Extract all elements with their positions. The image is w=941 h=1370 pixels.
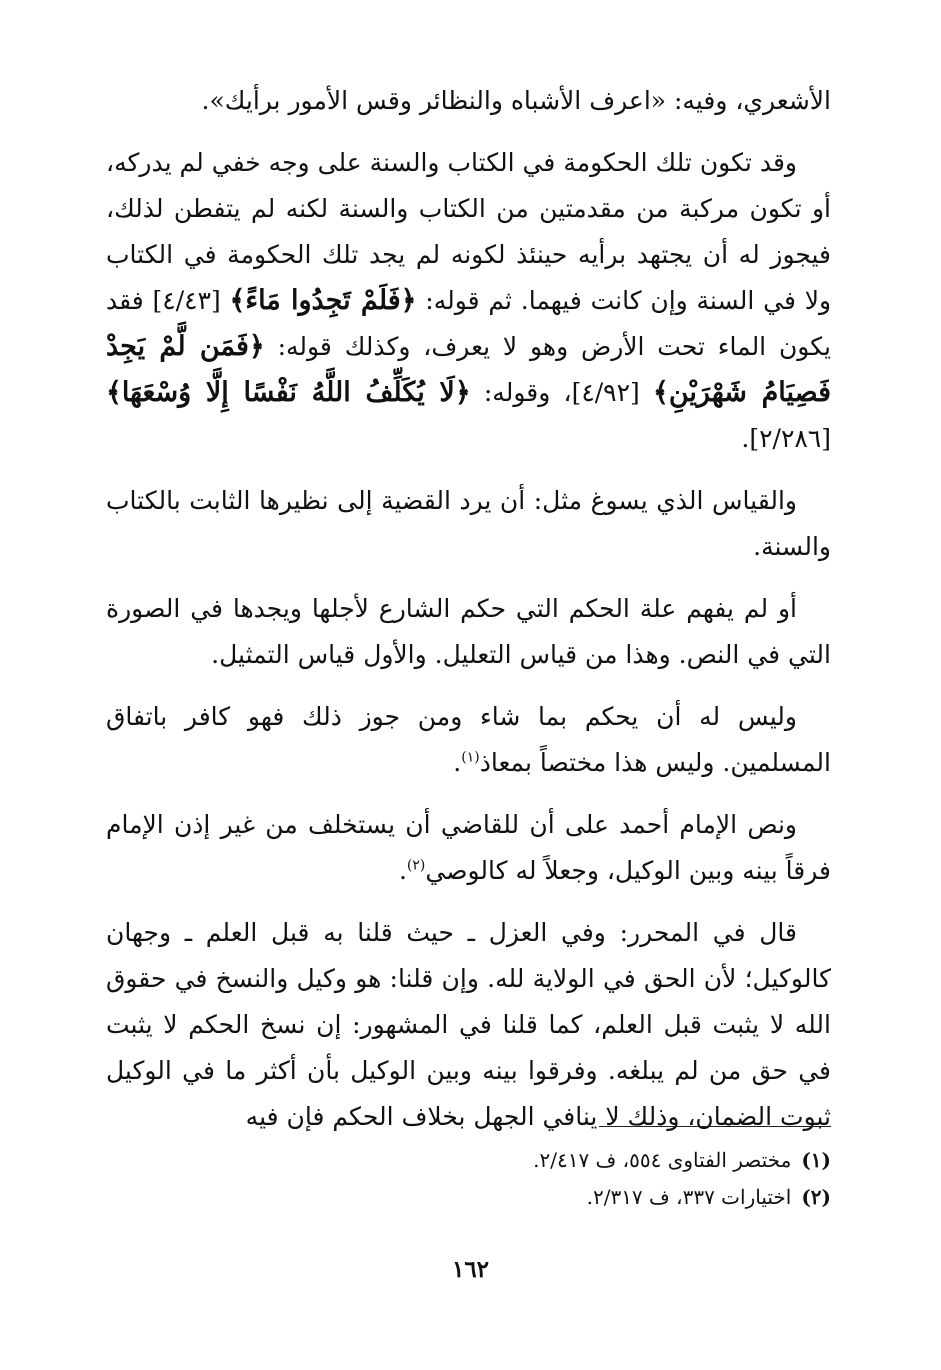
footnote-divider (599, 1126, 831, 1127)
quran-verse-2: ﴿فَمَن لَّمْ يَجِدْ فَصِيَامُ شَهْرَيْنِ﴾ (106, 331, 831, 408)
paragraph-4: أو لم يفهم علة الحكم التي حكم الشارع لأجلها ويجدها في الصورة التي في النص. وهذا من قياس التعليل. والأول قياس التمثيل. (106, 594, 831, 669)
paragraph-7: قال في المحرر: وفي العزل ـ حيث قلنا به قبل العلم ـ وجهان كالوكيل؛ لأن الحق في الولاية لله. وإن قلنا: هو وكيل والنسخ في حقوق الله لا يثبت قبل العلم، كما قلنا في المشهور: إن نسخ الحكم لا يثبت في حق من لم يبلغه. وفرقوا بينه وبين الوكيل بأن أكثر ما في الوكيل ثبوت الضمان، وذلك لا ينافي الجهل بخلاف الحكم فإن فيه (106, 918, 831, 1131)
paragraph-6-end: . (398, 856, 407, 885)
paragraph-5 (106, 694, 831, 786)
paragraph-1: الأشعري، وفيه: «اعرف الأشباه والنظائر وقس الأمور برأيك». (201, 86, 831, 115)
footnote-2 (106, 1179, 831, 1216)
footnote-1 (106, 1142, 831, 1179)
paragraph-3: والقياس الذي يسوغ مثل: أن يرد القضية إلى نظيرها الثابت بالكتاب والسنة. (106, 486, 831, 561)
paragraph-2 (106, 140, 831, 462)
paragraph-5-text: وليس له أن يحكم بما شاء ومن جوز ذلك فهو كافر باتفاق المسلمين. وليس هذا مختصاً بمعاذ (106, 702, 831, 777)
quran-verse-1: ﴿فَلَمْ تَجِدُوا مَاءً﴾ (229, 285, 417, 316)
paragraph-2-text: وقد تكون تلك الحكومة في الكتاب والسنة على وجه خفي لم يدركه، أو تكون مركبة من مقدمتين من الكتاب والسنة لكنه لم يتفطن لذلك، فيجوز له أن يجتهد برأيه حينئذ لكونه لم يجد تلك الحكومة في الكتاب ولا في السنة وإن كانت فيهما. ثم قوله: (106, 148, 832, 315)
footnote-2-number: (٢) (801, 1185, 831, 1209)
footnote-marker-2[interactable]: (٢) (406, 857, 426, 874)
footnotes (106, 1142, 831, 1216)
paragraph-6 (106, 802, 831, 894)
footnote-1-number: (١) (801, 1148, 831, 1172)
page-body (106, 78, 831, 1156)
footnote-marker-1[interactable]: (١) (461, 749, 480, 766)
paragraph-2-middle: فقد يكون الماء تحت الأرض وهو لا يعرف، وكذلك قوله: (106, 286, 831, 361)
verse-2-reference: [٤/٩٢]، وقوله: (470, 378, 654, 407)
footnote-1-text: مختصر الفتاوى ٥٥٤، ف ٢/٤١٧. (533, 1148, 792, 1172)
quran-verse-3: ﴿لَا يُكَلِّفُ اللَّهُ نَفْسًا إِلَّا وُسْعَهَا﴾ (106, 377, 471, 408)
page-number: ١٦٢ (451, 1256, 490, 1283)
verse-1-reference: [٤/٤٣] (143, 286, 230, 315)
paragraph-6-text: ونص الإمام أحمد على أن للقاضي أن يستخلف من غير إذن الإمام فرقاً بينه وبين الوكيل، وجعلاً له كالوصي (106, 810, 831, 885)
verse-3-reference: [٢/٢٨٦]. (741, 424, 831, 453)
paragraph-5-end: . (453, 748, 462, 777)
footnote-2-text: اختيارات ٣٣٧، ف ٢/٣١٧. (586, 1185, 792, 1209)
